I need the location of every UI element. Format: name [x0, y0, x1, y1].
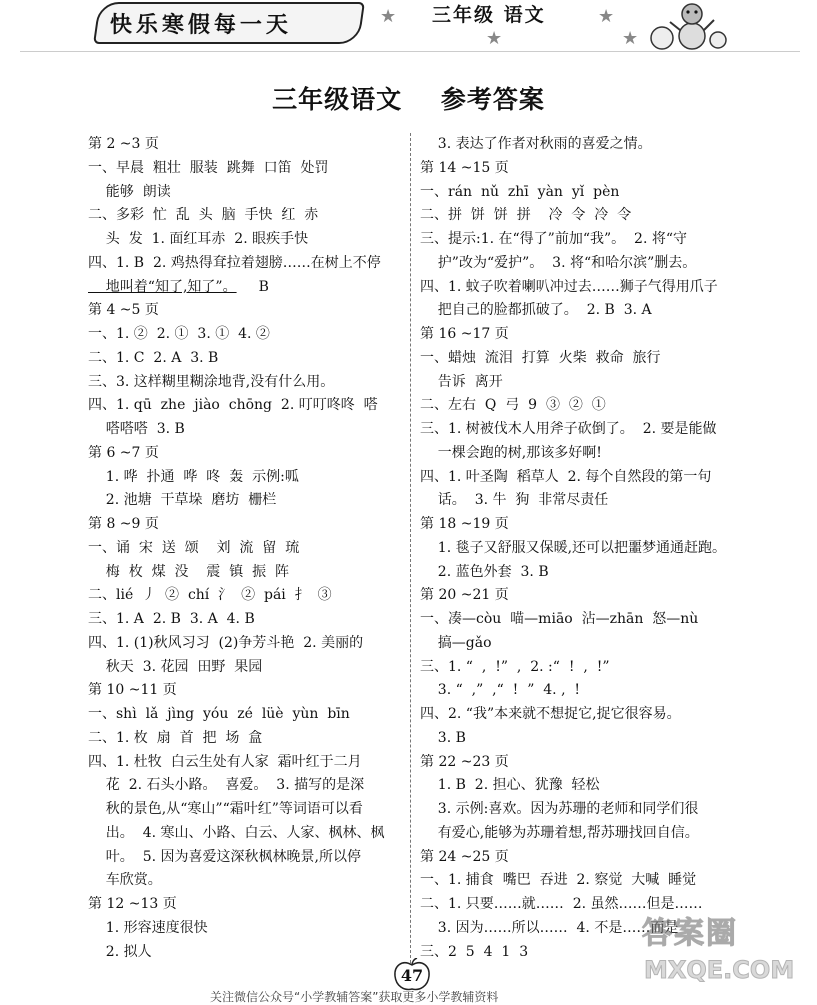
- answer-text: 一、shì lǎ jìng yóu zé lüè yùn bīn: [88, 706, 350, 722]
- left-answer-line: [88, 537, 406, 561]
- answer-text: 叶。 5. 因为喜爱这深秋枫林晚景,所以停: [88, 848, 361, 865]
- header-rule: [20, 51, 800, 52]
- answer-text: 四、1. 叶圣陶 稻草人 2. 每个自然段的第一句: [420, 468, 712, 485]
- left-answer-line: [88, 751, 406, 775]
- watermark: [640, 908, 800, 996]
- answer-text: 一棵会跑的树,那该多好啊!: [420, 444, 602, 461]
- answer-text: 第 4 ~5 页: [88, 302, 159, 319]
- right-answer-line: [420, 561, 760, 585]
- answer-text: 二、左右 Q 弓 9 ③ ② ①: [420, 397, 606, 414]
- left-answer-line: [88, 323, 406, 347]
- right-answer-line: [420, 228, 760, 252]
- answer-text: 话。 3. 牛 狗 非常尽责任: [420, 492, 609, 509]
- left-answer-line: [88, 228, 406, 252]
- answer-text: 秋的景色,从“寒山”“霜叶红”等词语可以看: [88, 801, 363, 817]
- left-answer-line: [88, 869, 406, 893]
- right-answer-column: [420, 133, 760, 964]
- right-answer-line: [420, 727, 760, 751]
- answer-choice: B: [258, 278, 269, 295]
- right-answer-line: [420, 466, 760, 490]
- answer-text: 一、1. 捕食 嘴巴 吞进 2. 察觉 大喊 睡觉: [420, 872, 697, 889]
- answer-text: 有爱心,能够为苏珊着想,帮苏珊找回自信。: [420, 824, 699, 841]
- left-answer-line: [88, 276, 406, 300]
- answer-text: 头 发 1. 面红耳赤 2. 眼疾手快: [88, 231, 309, 247]
- right-answer-line: [420, 204, 760, 228]
- left-answer-line: [88, 893, 406, 917]
- right-answer-line: [420, 608, 760, 632]
- right-answer-line: [420, 442, 760, 466]
- answer-text: 三、提示:1. 在“得了”前加“我”。 2. 将“守: [420, 231, 688, 247]
- star-icon: ★: [380, 6, 397, 27]
- answer-text: 二、lié 丿 ② chí 氵 ② pái 扌 ③: [88, 587, 332, 604]
- right-answer-line: [420, 299, 760, 323]
- left-answer-line: [88, 466, 406, 490]
- answer-text: 出。 4. 寒山、小路、白云、人家、枫林、枫: [88, 824, 385, 841]
- right-answer-line: [420, 798, 760, 822]
- answer-text: 第 16 ~17 页: [420, 326, 509, 342]
- left-answer-line: [88, 418, 406, 442]
- answer-text: 三、2 5 4 1 3: [420, 943, 529, 960]
- page-title: 三年级语文 参考答案: [272, 85, 545, 114]
- answer-text: 第 10 ~11 页: [88, 682, 177, 699]
- answer-text: 一、1. ② 2. ① 3. ① 4. ②: [88, 326, 270, 342]
- answer-text: 2. 池塘 干草垛 磨坊 栅栏: [88, 492, 277, 509]
- left-answer-line: [88, 656, 406, 680]
- grade-subject: 三年级 语文: [432, 4, 546, 26]
- answer-text: 2. 拟人: [88, 943, 152, 960]
- answer-text: 第 20 ~21 页: [420, 587, 509, 604]
- star-icon: ★: [598, 6, 615, 27]
- answer-text: 护”改为“爱护”。 3. 将“和哈尔滨”删去。: [420, 254, 697, 271]
- left-answer-line: [88, 204, 406, 228]
- answer-text: 第 14 ~15 页: [420, 159, 509, 176]
- left-answer-line: [88, 489, 406, 513]
- left-answer-line: [88, 347, 406, 371]
- answer-text: 一、早晨 粗壮 服装 跳舞 口笛 处罚: [88, 159, 329, 176]
- right-answer-line: [420, 584, 760, 608]
- answer-text: 1. 形容速度很快: [88, 919, 208, 936]
- left-answer-line: [88, 798, 406, 822]
- answer-text: 二、1. 枚 扇 首 把 场 盒: [88, 729, 263, 746]
- answer-text: 第 24 ~25 页: [420, 848, 509, 865]
- answer-text: 第 6 ~7 页: [88, 444, 159, 461]
- answer-text: 二、拼 饼 饼 拼 冷 令 冷 令: [420, 207, 632, 224]
- left-answer-line: [88, 442, 406, 466]
- page-number: 47: [400, 966, 424, 985]
- answer-text: 第 2 ~3 页: [88, 136, 159, 152]
- answer-text: 四、1. (1)秋风习习 (2)争芳斗艳 2. 美丽的: [88, 634, 364, 651]
- answer-text: 三、1. A 2. B 3. A 4. B: [88, 611, 255, 627]
- right-answer-line: [420, 703, 760, 727]
- left-answer-line: [88, 252, 406, 276]
- right-answer-line: [420, 656, 760, 680]
- page-number-badge: [392, 958, 432, 992]
- left-answer-line: [88, 394, 406, 418]
- left-answer-line: [88, 822, 406, 846]
- right-answer-line: [420, 822, 760, 846]
- left-answer-line: [88, 679, 406, 703]
- answer-text: 一、凑—còu 喵—miāo 沾—zhān 怒—nù: [420, 611, 699, 627]
- brand-banner: [93, 2, 365, 44]
- right-answer-line: [420, 252, 760, 276]
- answer-text: 第 18 ~19 页: [420, 516, 509, 532]
- answer-text: 1. 哗 扑通 哗 咚 轰 示例:呱: [88, 468, 299, 485]
- right-answer-line: [420, 679, 760, 703]
- right-answer-line: [420, 869, 760, 893]
- answer-text: 一、蜡烛 流泪 打算 火柴 救命 旅行: [420, 349, 661, 366]
- left-answer-line: [88, 299, 406, 323]
- watermark-url: MXQE.COM: [644, 956, 795, 984]
- answer-text: 1. 毯子又舒服又保暖,还可以把噩梦通通赶跑。: [420, 539, 727, 556]
- footer-note: 关注微信公众号“小学教辅答案”获取更多小学教辅资料: [210, 990, 499, 1004]
- right-answer-line: [420, 537, 760, 561]
- answer-text: 告诉 离开: [420, 373, 503, 390]
- answer-text: 四、2. “我”本来就不想捉它,捉它很容易。: [420, 706, 681, 722]
- page-header: [0, 0, 817, 58]
- answer-text: 能够 朗读: [88, 183, 171, 200]
- answer-text: 第 8 ~9 页: [88, 516, 159, 532]
- left-answer-line: [88, 941, 406, 965]
- right-answer-line: [420, 513, 760, 537]
- left-answer-line: [88, 608, 406, 632]
- left-answer-line: [88, 584, 406, 608]
- left-answer-line: [88, 371, 406, 395]
- answer-text: 秋天 3. 花园 田野 果园: [88, 658, 263, 675]
- answer-text: 三、1. “ , !” , 2. :“ ! , !”: [420, 658, 610, 675]
- watermark-text: 答案圈: [642, 916, 738, 951]
- right-answer-line: [420, 347, 760, 371]
- answer-text: 3. 示例:喜欢。因为苏珊的老师和同学们很: [420, 801, 699, 817]
- left-answer-line: [88, 133, 406, 157]
- left-answer-line: [88, 513, 406, 537]
- right-answer-line: [420, 133, 760, 157]
- answer-text: 地叫着“知了,知了”。: [88, 278, 237, 295]
- right-answer-line: [420, 157, 760, 181]
- left-answer-column: [88, 133, 406, 964]
- left-answer-line: [88, 181, 406, 205]
- answer-text: 3. 表达了作者对秋雨的喜爱之情。: [420, 136, 652, 152]
- right-answer-line: [420, 774, 760, 798]
- right-answer-line: [420, 181, 760, 205]
- answer-text: 3. “ ,” ,“ ! ” 4. , !: [420, 682, 581, 699]
- right-answer-line: [420, 751, 760, 775]
- answer-text: 1. B 2. 担心、犹豫 轻松: [420, 777, 600, 794]
- star-icon: ★: [622, 28, 639, 49]
- answer-text: 嗒嗒嗒 3. B: [88, 421, 185, 437]
- answer-text: 搞—gǎo: [420, 634, 492, 651]
- mascot-icon: [640, 0, 730, 50]
- right-answer-line: [420, 632, 760, 656]
- answer-text: 三、3. 这样糊里糊涂地背,没有什么用。: [88, 373, 335, 390]
- answer-text: 二、1. C 2. A 3. B: [88, 349, 219, 366]
- answer-text: 第 22 ~23 页: [420, 753, 509, 770]
- right-answer-line: [420, 394, 760, 418]
- answer-text: 2. 蓝色外套 3. B: [420, 563, 549, 580]
- left-answer-line: [88, 727, 406, 751]
- left-answer-line: [88, 917, 406, 941]
- right-answer-line: [420, 323, 760, 347]
- left-answer-line: [88, 846, 406, 870]
- right-answer-line: [420, 489, 760, 513]
- left-answer-line: [88, 157, 406, 181]
- answer-text: 二、1. 只要……就…… 2. 虽然……但是……: [420, 896, 703, 912]
- right-answer-line: [420, 418, 760, 442]
- left-answer-line: [88, 774, 406, 798]
- answer-text: 四、1. 蚊子吹着喇叭冲过去……狮子气得用爪子: [420, 278, 718, 295]
- answer-text: 第 12 ~13 页: [88, 896, 177, 912]
- right-answer-line: [420, 846, 760, 870]
- answer-text: 把自己的脸都抓破了。 2. B 3. A: [420, 302, 652, 319]
- answer-text: 四、1. B 2. 鸡热得耷拉着翅膀……在树上不停: [88, 254, 381, 271]
- left-answer-line: [88, 632, 406, 656]
- brand-text: 快乐寒假每一天: [109, 12, 292, 38]
- right-answer-line: [420, 276, 760, 300]
- right-answer-line: [420, 371, 760, 395]
- answer-text: 3. 因为……所以…… 4. 不是……而是: [420, 919, 679, 936]
- left-answer-line: [88, 703, 406, 727]
- answer-text: 3. B: [420, 729, 466, 746]
- left-answer-line: [88, 561, 406, 585]
- answer-text: 车欣赏。: [88, 872, 162, 889]
- answer-text: 一、rán nǔ zhī yàn yǐ pèn: [420, 183, 620, 200]
- answer-text: 花 2. 石头小路。 喜爱。 3. 描写的是深: [88, 777, 365, 794]
- answer-text: 四、1. 杜牧 白云生处有人家 霜叶红于二月: [88, 753, 362, 770]
- answer-text: 三、1. 树被伐木人用斧子砍倒了。 2. 要是能做: [420, 421, 717, 437]
- answer-text: 二、多彩 忙 乱 头 脑 手快 红 赤: [88, 207, 319, 224]
- answer-text: 四、1. qū zhe jiào chōng 2. 叮叮咚咚 嗒: [88, 397, 378, 414]
- column-divider: [410, 133, 411, 973]
- answer-text: 梅 枚 煤 没 震 镇 振 阵: [88, 563, 290, 580]
- answer-text: 一、诵 宋 送 颂 刘 流 留 琉: [88, 539, 300, 556]
- star-icon: ★: [486, 28, 503, 49]
